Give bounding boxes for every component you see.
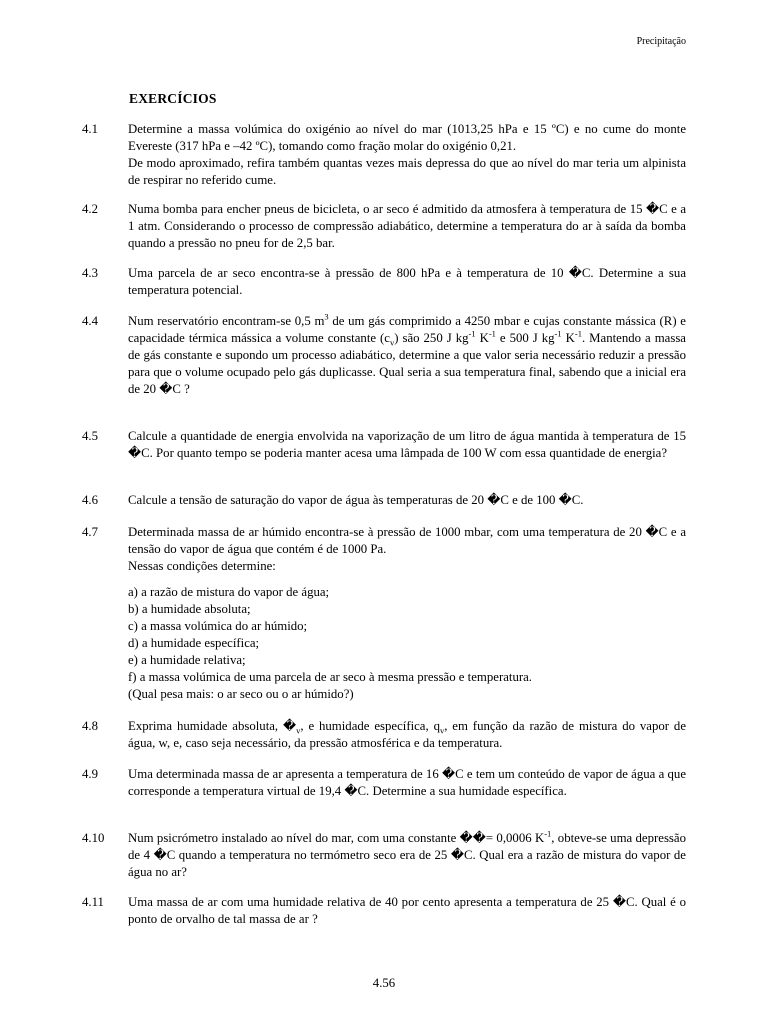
superscript: -1 [544,828,552,839]
exercise-text [128,265,686,299]
exercise-number: 4.1 [82,122,98,136]
list-item: (Qual pesa mais: o ar seco ou o ar húmido?) [128,687,354,701]
exercise-text [128,313,686,398]
section-title: EXERCÍCIOS [129,91,217,106]
exercise-text [128,718,686,752]
text-run: Num psicrómetro instalado ao nível do mar, com uma constante ��= 0,0006 K [128,831,545,845]
superscript: -1 [468,328,476,339]
page-number: 4.56 [372,976,396,990]
exercise-paragraph [128,830,686,881]
text-run: e 500 J kg [495,331,555,345]
exercise-number: 4.11 [82,895,104,909]
exercise-number: 4.6 [82,493,98,507]
exercise-paragraph [128,718,686,752]
exercise-number: 4.9 [82,767,98,781]
exercise-text [128,830,686,881]
exercise-paragraph: Determine a massa volúmica do oxigénio ao nível do mar (1013,25 hPa e 15 ºC) e no cume do monte Evereste (317 hPa e –42 ºC), tomando como fração molar do oxigénio 0,21. [128,122,686,153]
exercise-text [128,492,686,509]
exercise-text [128,524,686,703]
exercise-paragraph: Uma massa de ar com uma humidade relativa de 40 por cento apresenta a temperatura de 25 �C. Qual é o ponto de orvalho de tal massa de ar ? [128,895,686,926]
text-run: K [475,331,489,345]
subscript: v [389,337,395,348]
subscript: v [296,725,301,736]
text-run: . Mantendo a massa de gás constante e supondo um processo adiabático, determine a que valor seria necessário reduzir a pressão para que o volume ocupado pelo gás duplicasse. Qual seria a sua temperatura final, sabendo que a inicial era de 20 �C ? [128,331,686,396]
exercise-text [128,428,686,462]
list-item: d) a humidade específica; [128,636,260,650]
superscript: -1 [554,328,562,339]
exercise-paragraph [128,313,686,398]
exercise-number: 4.2 [82,202,98,216]
list-item: a) a razão de mistura do vapor de água; [128,585,330,599]
text-run: ) são 250 J kg [394,331,469,345]
text-run: , em função da razão de mistura do vapor de água, w, e, caso seja necessário, da pressão atmosférica e da temperatura. [128,719,686,750]
exercise-paragraph: Uma determinada massa de ar apresenta a temperatura de 16 �C e tem um conteúdo de vapor de água a que corresponde a temperatura virtual de 19,4 �C. Determine a sua humidade específica. [128,767,686,798]
exercise-number: 4.5 [82,429,98,443]
exercise-text [128,121,686,189]
exercise-text [128,201,686,252]
text-run: , e humidade específica, q [300,719,440,733]
exercise-paragraph: Determinada massa de ar húmido encontra-se à pressão de 1000 mbar, com uma temperatura de 20 �C e a tensão do vapor de água que contém é de 1000 Pa. [128,525,686,556]
exercise-number: 4.10 [82,831,105,845]
exercise-paragraph: Calcule a quantidade de energia envolvida na vaporização de um litro de água mantida à temperatura de 15 �C. Por quanto tempo se poderia manter acesa uma lâmpada de 100 W com essa quantidade de energia? [128,429,686,460]
superscript: 3 [324,311,329,322]
exercise-paragraph: De modo aproximado, refira também quantas vezes mais depressa do que ao nível do mar teria um alpinista de respirar no referido cume. [128,156,686,187]
text-run: de um gás comprimido a 4250 mbar e cujas constante mássica (R) e capacidade térmica mássica a volume constante (c [128,314,686,345]
list-item: f) a massa volúmica de uma parcela de ar seco à mesma pressão e temperatura. [128,670,532,684]
text-run: K [561,331,575,345]
exercise-number: 4.4 [82,314,98,328]
text-run: Num reservatório encontram-se 0,5 m [128,314,325,328]
exercise-paragraph: Nessas condições determine: [128,559,276,573]
exercise-paragraph: Uma parcela de ar seco encontra-se à pressão de 800 hPa e à temperatura de 10 �C. Determine a sua temperatura potencial. [128,266,686,297]
superscript: -1 [488,328,496,339]
list-item: b) a humidade absoluta; [128,602,251,616]
superscript: -1 [574,328,582,339]
list-item: c) a massa volúmica do ar húmido; [128,619,308,633]
subscript: v [439,725,445,736]
exercise-number: 4.7 [82,525,98,539]
exercise-number: 4.8 [82,719,98,733]
exercise-text [128,766,686,800]
running-header: Precipitação [636,36,686,47]
exercise-text [128,894,686,928]
list-item: e) a humidade relativa; [128,653,246,667]
text-run: , obteve-se uma depressão de 4 �C quando a temperatura no termómetro seco era de 25 �C. Qual era a razão de mistura do vapor de água no ar? [128,831,686,879]
exercise-paragraph: Numa bomba para encher pneus de bicicleta, o ar seco é admitido da atmosfera à temperatura de 15 �C e a 1 atm. Considerando o processo de compressão adiabático, determine a temperatura do ar à saída da bomba quando a pressão no pneu for de 2,5 bar. [128,202,686,250]
exercise-number: 4.3 [82,266,98,280]
text-run: Exprima humidade absoluta, � [128,719,297,733]
exercise-paragraph: Calcule a tensão de saturação do vapor de água às temperaturas de 20 �C e de 100 �C. [128,493,584,507]
